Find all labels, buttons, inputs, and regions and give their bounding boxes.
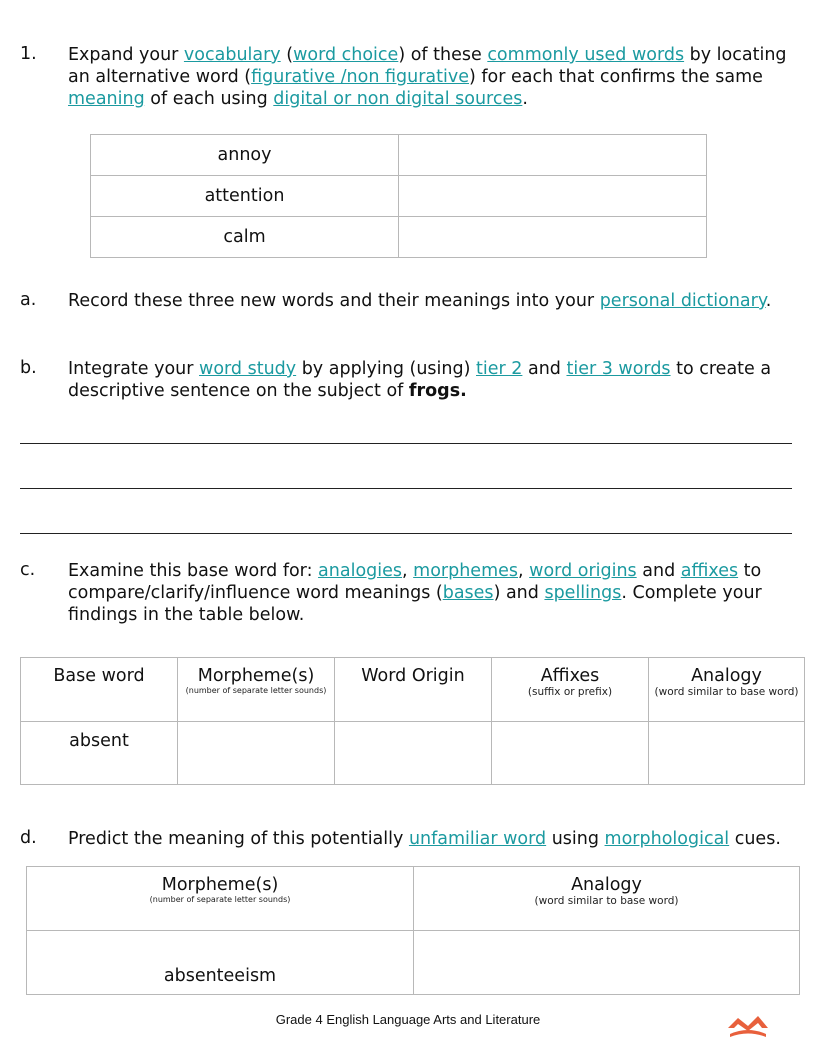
answer-line[interactable] (20, 533, 792, 534)
question-text-fragment: to create a descriptive sentence on the subject of (68, 359, 772, 401)
base-word-cell: absent (21, 722, 178, 785)
unfamiliar-word-cell: absenteeism (27, 931, 414, 995)
glossary-link[interactable]: spellings (544, 583, 622, 603)
glossary-link[interactable]: digital or non digital sources (273, 89, 523, 109)
glossary-link[interactable]: unfamiliar word (408, 829, 547, 849)
question-text-fragment: Examine this base word for: (68, 561, 319, 581)
header-subtitle: (word similar to base word) (654, 686, 799, 698)
question-d-number: d. (20, 828, 37, 848)
question-text-fragment: ) for each that confirms the same (469, 67, 763, 87)
morphology-table (26, 866, 800, 995)
question-text-fragment: to compare/clarify/influence word meanings ( (68, 561, 762, 603)
glossary-link[interactable]: bases (442, 583, 494, 603)
header-subtitle: (number of separate letter sounds) (149, 895, 291, 904)
table-row (91, 176, 707, 217)
header-title: Analogy (571, 875, 642, 895)
header-analogy (414, 867, 800, 931)
answer-cell[interactable] (399, 176, 707, 217)
question-text-fragment: ) of these (398, 45, 488, 65)
table-row (27, 931, 800, 995)
header-title: Word Origin (361, 666, 465, 686)
question-text-fragment: ( (280, 45, 294, 65)
question-text-fragment: . (522, 89, 528, 109)
header-morphemes (178, 658, 335, 722)
glossary-link[interactable]: vocabulary (183, 45, 281, 65)
table-row (91, 135, 707, 176)
answer-line[interactable] (20, 488, 792, 489)
question-text-fragment: Predict the meaning of this potentially (68, 829, 409, 849)
glossary-link[interactable]: word study (199, 359, 297, 379)
answer-cell[interactable] (178, 722, 335, 785)
header-affixes (492, 658, 649, 722)
glossary-link[interactable]: affixes (680, 561, 739, 581)
question-text-fragment: ) and (493, 583, 545, 603)
header-base-word (21, 658, 178, 722)
question-text-fragment: using (546, 829, 605, 849)
question-a-number: a. (20, 290, 37, 310)
question-1-text (68, 44, 803, 110)
header-title: Base word (53, 666, 145, 686)
question-1-number: 1. (20, 44, 37, 64)
page-footer: Grade 4 English Language Arts and Literature (275, 1012, 541, 1027)
glossary-link[interactable]: tier 2 (476, 359, 523, 379)
glossary-link[interactable]: personal dictionary (599, 291, 766, 311)
word-cell: attention (91, 176, 399, 217)
question-c-number: c. (20, 560, 36, 580)
glossary-link[interactable]: morphological (604, 829, 730, 849)
header-subtitle: (number of separate letter sounds) (185, 686, 327, 695)
question-text-fragment: of each using (144, 89, 274, 109)
question-c-text (68, 560, 803, 626)
question-text-fragment: , (402, 561, 414, 581)
publisher-logo-icon (726, 1014, 770, 1042)
question-b-text (68, 358, 803, 402)
question-text-fragment: , (518, 561, 530, 581)
answer-cell[interactable] (414, 931, 800, 995)
header-analogy (649, 658, 805, 722)
answer-cell[interactable] (335, 722, 492, 785)
glossary-link[interactable]: morphemes (413, 561, 519, 581)
question-text-fragment: frogs. (408, 381, 467, 401)
synonym-table (90, 134, 707, 258)
question-text-fragment: . Complete your findings in the table below. (68, 583, 762, 625)
glossary-link[interactable]: word origins (529, 561, 637, 581)
table-header-row (27, 867, 800, 931)
question-text-fragment: Integrate your (68, 359, 200, 379)
glossary-link[interactable]: figurative /non figurative (251, 67, 469, 87)
question-d-text (68, 828, 803, 850)
base-word-table (20, 657, 805, 785)
question-text-fragment: Record these three new words and their meanings into your (68, 291, 600, 311)
answer-line[interactable] (20, 443, 792, 444)
glossary-link[interactable]: word choice (293, 45, 399, 65)
table-header-row (21, 658, 805, 722)
word-cell: calm (91, 217, 399, 258)
question-text-fragment: . (765, 291, 772, 311)
question-text-fragment: by applying (using) (296, 359, 477, 379)
question-text-fragment: and (522, 359, 567, 379)
answer-cell[interactable] (492, 722, 649, 785)
header-title: Morpheme(s) (161, 875, 279, 895)
glossary-link[interactable]: analogies (318, 561, 403, 581)
question-text-fragment: cues. (729, 829, 781, 849)
header-morphemes (27, 867, 414, 931)
header-word-origin (335, 658, 492, 722)
question-a-text (68, 290, 803, 312)
header-title: Analogy (691, 666, 762, 686)
glossary-link[interactable]: meaning (68, 89, 145, 109)
question-text-fragment: and (636, 561, 681, 581)
question-text-fragment: Expand your (68, 45, 184, 65)
header-title: Affixes (540, 666, 600, 686)
question-text-fragment: by locating an alternative word ( (68, 45, 787, 87)
answer-cell[interactable] (649, 722, 805, 785)
table-row (21, 722, 805, 785)
word-cell: annoy (91, 135, 399, 176)
glossary-link[interactable]: commonly used words (487, 45, 685, 65)
answer-cell[interactable] (399, 217, 707, 258)
answer-cell[interactable] (399, 135, 707, 176)
header-subtitle: (word similar to base word) (534, 895, 679, 907)
header-subtitle: (suffix or prefix) (527, 686, 613, 698)
glossary-link[interactable]: tier 3 words (566, 359, 671, 379)
table-row (91, 217, 707, 258)
header-title: Morpheme(s) (197, 666, 315, 686)
question-b-number: b. (20, 358, 37, 378)
